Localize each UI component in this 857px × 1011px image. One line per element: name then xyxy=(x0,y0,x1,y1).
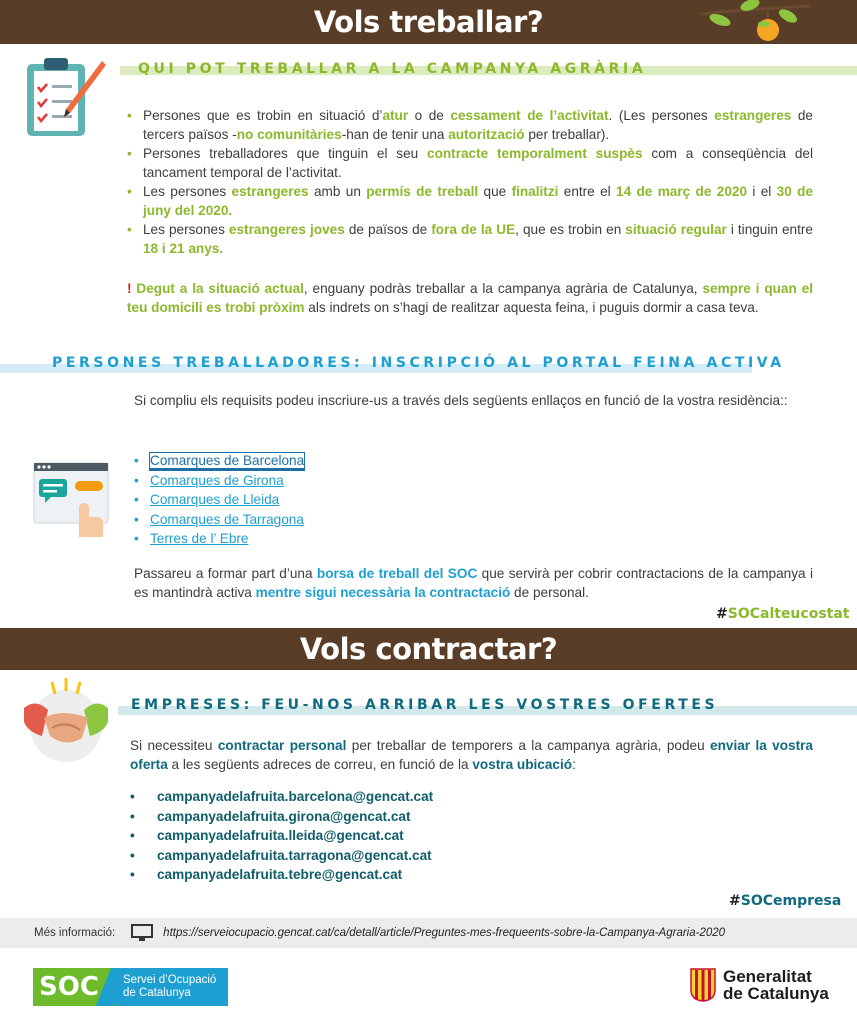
text-run: estrangeres xyxy=(714,108,792,123)
text-run: 30 de juny del 2020. xyxy=(143,184,814,218)
email-address[interactable]: • campanyadelafruita.barcelona@gencat.cat xyxy=(130,787,433,807)
email-address[interactable]: • campanyadelafruita.tebre@gencat.cat xyxy=(130,865,433,885)
soc-abbr: SOC xyxy=(39,972,99,1002)
region-link[interactable]: Comarques de Tarragona xyxy=(150,511,304,527)
email-address[interactable]: • campanyadelafruita.lleida@gencat.cat xyxy=(130,826,433,846)
more-info-label: Més informació: xyxy=(34,927,116,939)
section-title-qui-pot: QUI POT TREBALLAR A LA CAMPANYA AGRÀRIA xyxy=(138,61,647,77)
text-run: 14 de març de 2020 xyxy=(616,184,748,199)
inscription-outro xyxy=(134,564,813,602)
email-list xyxy=(130,787,433,885)
text-run: de personal. xyxy=(510,585,589,600)
hashtag-soc-empresa: #SOCempresa xyxy=(729,893,842,909)
text-run: autorització xyxy=(448,127,525,142)
text-run: . (Les persones xyxy=(608,108,715,123)
text-run: als indrets on s’hagi de realitzar aquesta feina, i puguis dormir a casa teva. xyxy=(304,300,759,315)
text-run: cessament de l’activitat xyxy=(450,108,609,123)
region-link-item xyxy=(134,510,304,530)
branch-orange-icon xyxy=(700,0,810,44)
text-run: per treballar de temporers a la campanya agrària, podeu xyxy=(346,738,711,753)
monitor-icon xyxy=(131,924,153,942)
more-info-bar xyxy=(0,918,857,948)
text-run: que xyxy=(478,184,512,199)
banner-title: Vols treballar? xyxy=(313,5,544,39)
text-run: contractar personal xyxy=(217,738,347,753)
text-run: Passareu a formar part d’una xyxy=(134,566,317,581)
text-run: de països de xyxy=(344,222,432,237)
eligibility-item xyxy=(127,106,813,144)
soc-name-line1: Servei d’Ocupació xyxy=(123,974,217,986)
text-run: permís de treball xyxy=(366,184,479,199)
eligibility-item xyxy=(127,220,813,258)
text-run: borsa de treball del SOC xyxy=(316,566,478,581)
text-run: fora de la UE xyxy=(431,222,516,237)
region-link[interactable]: Comarques de Girona xyxy=(150,472,284,488)
text-run: de tercers països - xyxy=(143,108,813,142)
handshake-icon xyxy=(22,678,110,764)
banner-vols-contractar xyxy=(0,628,857,670)
text-run: vostra ubicació xyxy=(472,757,573,772)
region-link-item xyxy=(134,471,304,491)
companies-intro xyxy=(130,736,813,774)
text-run: , enguany podràs treballar a la campanya agrària de Catalunya, xyxy=(303,281,703,296)
text-run: per treballar). xyxy=(524,127,610,142)
generalitat-logo xyxy=(690,968,829,1002)
text-run: mentre sigui necessària la contractació xyxy=(255,585,511,600)
inscription-intro: Si compliu els requisits podeu inscriure-us a través dels següents enllaços en funció de la vostra residència:: xyxy=(134,393,788,408)
region-link[interactable]: Comarques de Lleida xyxy=(150,492,280,508)
text-run: Persones que es trobin en situació d’ xyxy=(143,108,383,123)
text-run: o de xyxy=(408,108,451,123)
text-run: com a conseqüència del tancament temporal de l’activitat. xyxy=(143,146,813,180)
text-run: 18 i 21 anys. xyxy=(143,241,224,256)
eligibility-item xyxy=(127,182,813,220)
text-run: ! xyxy=(127,281,137,296)
web-touch-icon xyxy=(33,461,111,539)
senyera-shield-icon xyxy=(690,968,716,1002)
text-run: i el xyxy=(747,184,777,199)
text-run: : xyxy=(572,757,576,772)
region-link[interactable]: Terres de l’ Ebre xyxy=(150,531,249,547)
soc-logo xyxy=(33,968,228,1006)
hashtag-soc-alteucostat: #SOCalteucostat xyxy=(716,606,850,622)
section-title-empreses: EMPRESES: FEU-NOS ARRIBAR LES VOSTRES OFERTES xyxy=(131,697,719,713)
region-link-item xyxy=(134,529,304,549)
text-run: enviar la vostra oferta xyxy=(130,738,813,772)
text-run: no comunitàries xyxy=(236,127,342,142)
generalitat-line2: de Catalunya xyxy=(723,984,829,1003)
text-run: estrangeres joves xyxy=(228,222,345,237)
text-run: -han de tenir una xyxy=(341,127,449,142)
text-run: Degut a la situació actual xyxy=(136,281,304,296)
eligibility-list xyxy=(127,106,813,258)
region-link[interactable]: Comarques de Barcelona xyxy=(150,453,305,468)
text-run: que servirà per cobrir contractacions de la campanya i es mantindrà activa xyxy=(134,566,813,600)
email-address[interactable]: • campanyadelafruita.girona@gencat.cat xyxy=(130,807,433,827)
region-links xyxy=(134,451,304,549)
text-run: , que es trobin en xyxy=(515,222,626,237)
eligibility-item xyxy=(127,144,813,182)
text-run: estrangeres xyxy=(231,184,309,199)
generalitat-line1: Generalitat xyxy=(723,967,812,986)
text-run: Les persones xyxy=(143,184,232,199)
text-run: entre el xyxy=(558,184,617,199)
text-run: Si necessiteu xyxy=(130,738,218,753)
more-info-url[interactable]: https://serveiocupacio.gencat.cat/ca/detall/article/Preguntes-mes-frequeents-sobre-la-Campanya-Agraria-2020 xyxy=(163,927,726,939)
text-run: sempre i quan el teu domicili es trobi pròxim xyxy=(127,281,813,315)
text-run: Les persones xyxy=(143,222,229,237)
region-link-item xyxy=(134,490,304,510)
text-run: a les següents adreces de correu, en funció de la xyxy=(167,757,473,772)
region-link-item xyxy=(134,451,304,471)
text-run: finalitzi xyxy=(511,184,559,199)
text-run: atur xyxy=(382,108,409,123)
text-run: i tinguin entre xyxy=(726,222,813,237)
notice-paragraph xyxy=(127,279,813,317)
text-run: Persones treballadores que tinguin el seu xyxy=(143,146,428,161)
text-run: situació regular xyxy=(625,222,727,237)
banner-title: Vols contractar? xyxy=(299,632,558,666)
section-title-inscripcio: PERSONES TREBALLADORES: INSCRIPCIÓ AL PORTAL FEINA ACTIVA xyxy=(52,355,785,371)
text-run: contracte temporalment suspès xyxy=(427,146,643,161)
clipboard-checklist-icon xyxy=(24,55,112,139)
email-address[interactable]: • campanyadelafruita.tarragona@gencat.cat xyxy=(130,846,433,866)
soc-name-line2: de Catalunya xyxy=(123,987,191,999)
text-run: amb un xyxy=(308,184,367,199)
